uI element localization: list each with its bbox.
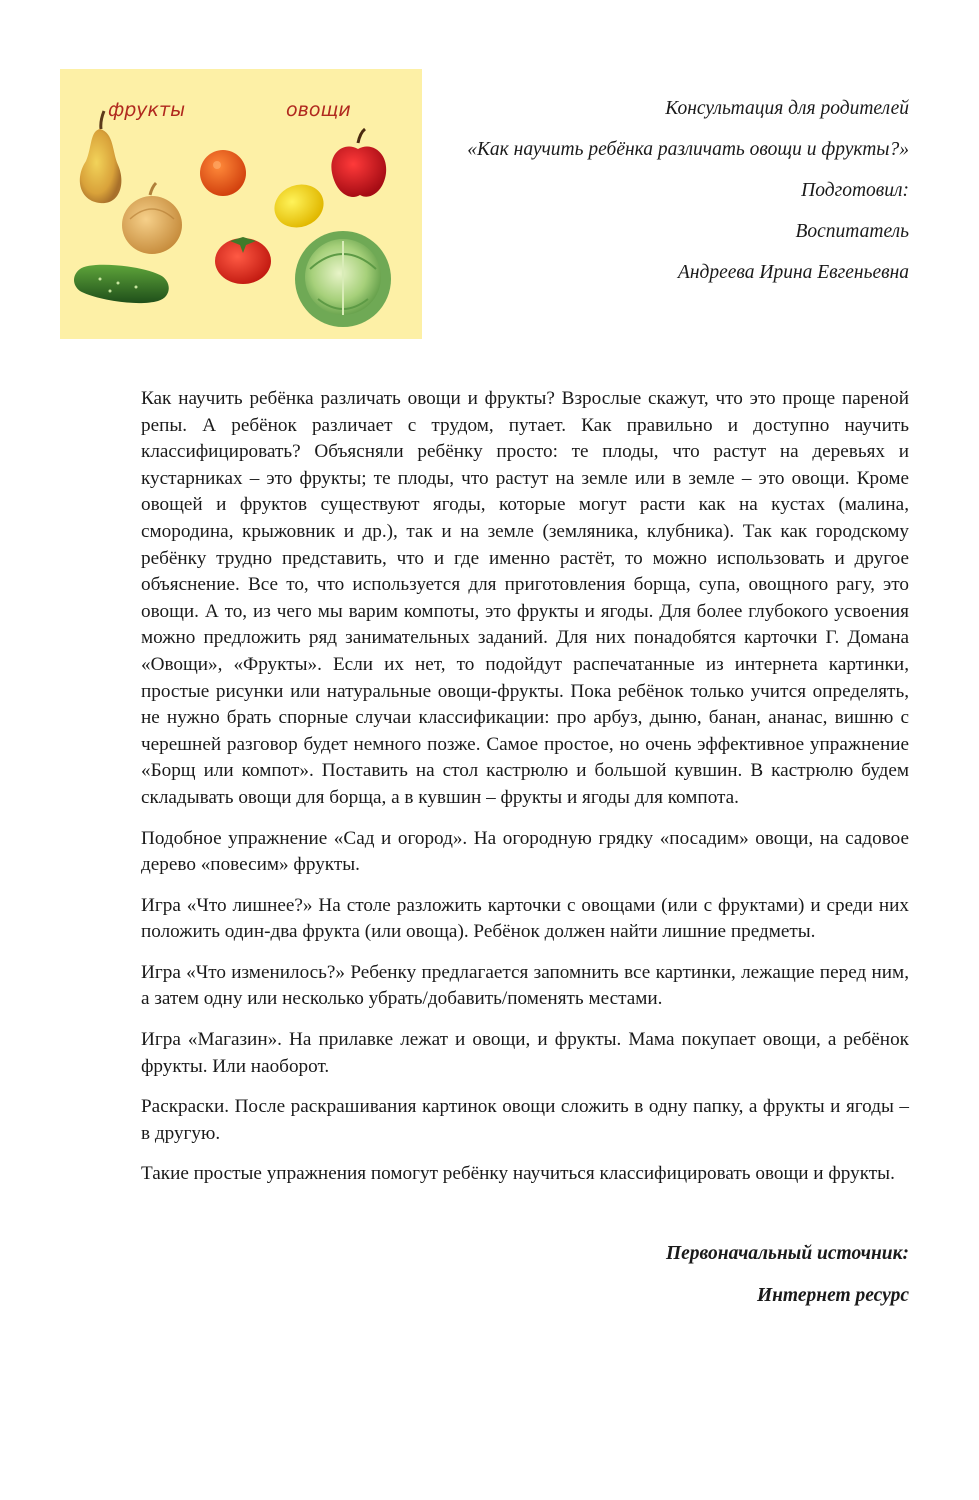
paragraph-intro: Как научить ребёнка различать овощи и фрукты? Взрослые скажут, что это проще пареной репы. А ребёнок различает с трудом, путает. Как правильно и доступно научить классифицировать? Объясняли ребёнку просто: те плоды, что растут на деревьях и кустарниках – это фрукты; те плоды, что растут на земле или в земле – это овощи. Кроме овощей и фруктов существуют ягоды, которые могут расти как на кустах (малина, смородина, крыжовник и др.), так и на земле (земляника, клубника). Так как городскому ребёнку трудно представить, что и где именно растёт, то можно использовать и другое объяснение. Все то, что используется для приготовления борща, супа, овощного рагу, это овощи. А то, из чего мы варим компоты, это фрукты и ягоды. Для более глубокого усвоения можно предложить ряд занимательных заданий. Для них понадобятся карточки Г. Домана «Овощи», «Фрукты». Если их нет, то подойдут распечатанные из интернета картинки, простые рисунки или натуральные овощи-фрукты. Пока ребёнок только учится определять, не нужно брать спорные случаи классификации: про арбуз, дыню, банан, ананас, вишню с черешней разговор будет немного позже. Самое простое, но очень эффективное упражнение «Борщ или компот». Поставить на стол кастрюлю и большой кувшин. В кастрюлю будем складывать овощи для борща, а в кувшин – фрукты и ягоды для компота. xyxy=(141,388,909,808)
header-position-line: Воспитатель xyxy=(795,221,909,242)
paragraph-odd-one-out-game: Игра «Что лишнее?» На столе разложить карточки с овощами (или с фруктами) и среди них положить один-два фрукта (или овоща). Ребёнок должен найти лишние предметы. xyxy=(141,894,909,943)
onion-icon xyxy=(122,183,182,254)
source-block xyxy=(409,1243,909,1327)
label-vegetables: овощи xyxy=(286,99,351,121)
header-block xyxy=(409,98,909,303)
illustration-canvas xyxy=(60,69,422,339)
lemon-icon xyxy=(268,178,329,235)
source-value: Интернет ресурс xyxy=(756,1285,909,1306)
paragraph-garden-exercise: Подобное упражнение «Сад и огород». На огородную грядку «посадим» овощи, на садовое дерево «повесим» фрукты. xyxy=(141,827,909,876)
apple-icon xyxy=(331,129,386,197)
cabbage-icon xyxy=(295,231,391,327)
source-label: Первоначальный источник: xyxy=(665,1243,909,1264)
header-consultation-line: Консультация для родителей xyxy=(665,98,909,119)
cucumber-icon xyxy=(74,265,169,303)
header-title-line: «Как научить ребёнка различать овощи и фрукты?» xyxy=(467,139,909,160)
header-author-line: Андреева Ирина Евгеньевна xyxy=(677,262,909,283)
article-body xyxy=(141,386,909,1202)
paragraph-shop-game: Игра «Магазин». На прилавке лежат и овощи, и фрукты. Мама покупает овощи, а ребёнок фрукты. Или наоборот. xyxy=(141,1029,909,1077)
header-prepared-by-line: Подготовил: xyxy=(801,180,909,201)
label-fruits: фрукты xyxy=(108,99,186,121)
pear-icon xyxy=(80,111,122,203)
fruits-vegetables-illustration xyxy=(60,69,422,339)
paragraph-what-changed-game: Игра «Что изменилось?» Ребенку предлагается запомнить все картинки, лежащие перед ним, а затем одну или несколько убрать/добавить/поменять местами. xyxy=(141,961,909,1010)
orange-icon xyxy=(200,150,246,196)
paragraph-conclusion: Такие простые упражнения помогут ребёнку научиться классифицировать овощи и фрукты. xyxy=(141,1163,895,1185)
paragraph-coloring: Раскраски. После раскрашивания картинок овощи сложить в одну папку, а фрукты и ягоды – в другую. xyxy=(141,1096,909,1144)
tomato-icon xyxy=(215,237,271,284)
